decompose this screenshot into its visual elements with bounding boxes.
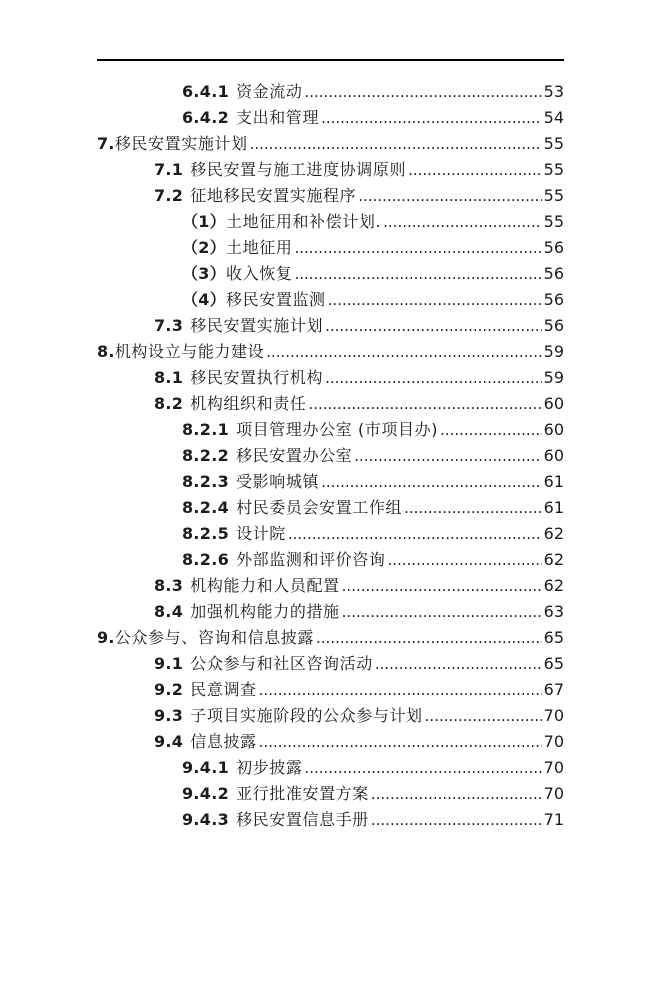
toc-entry-number: （2） bbox=[182, 238, 227, 257]
toc-entry-page: 55 bbox=[543, 186, 564, 205]
dot-leader bbox=[425, 703, 542, 729]
dot-leader bbox=[383, 209, 542, 235]
toc-entry[interactable] bbox=[97, 729, 564, 755]
toc-entry-number: 7.2 bbox=[154, 186, 184, 205]
toc-entry[interactable] bbox=[97, 521, 564, 547]
toc-entry-title: 机构设立与能力建设 bbox=[114, 342, 265, 361]
toc-entry-page: 56 bbox=[543, 316, 564, 335]
toc-entry-page: 63 bbox=[543, 602, 564, 621]
toc-entry[interactable] bbox=[97, 599, 564, 625]
toc-entry-title: 公众参与、咨询和信息披露 bbox=[114, 628, 315, 647]
toc-entry-page: 62 bbox=[543, 550, 564, 569]
toc-entry[interactable] bbox=[97, 261, 564, 287]
dot-leader bbox=[342, 573, 542, 599]
toc-entry-page: 56 bbox=[543, 290, 564, 309]
toc-entry-page: 65 bbox=[543, 654, 564, 673]
dot-leader bbox=[316, 625, 542, 651]
dot-leader bbox=[259, 677, 542, 703]
dot-leader bbox=[371, 807, 542, 833]
dot-leader bbox=[387, 547, 541, 573]
dot-leader bbox=[375, 651, 542, 677]
toc-entry[interactable] bbox=[97, 755, 564, 781]
dot-leader bbox=[325, 313, 542, 339]
toc-entry-page: 65 bbox=[543, 628, 564, 647]
toc-entry-title: 项目管理办公室 (市项目办) bbox=[236, 420, 439, 439]
table-of-contents bbox=[97, 79, 564, 833]
toc-entry-page: 56 bbox=[543, 238, 564, 257]
dot-leader bbox=[358, 183, 541, 209]
toc-entry[interactable] bbox=[97, 625, 564, 651]
toc-entry-title: 村民委员会安置工作组 bbox=[236, 498, 403, 517]
dot-leader bbox=[354, 443, 541, 469]
dot-leader bbox=[328, 287, 542, 313]
toc-entry-title: 机构组织和责任 bbox=[190, 394, 307, 413]
toc-entry-page: 59 bbox=[543, 368, 564, 387]
toc-entry-page: 55 bbox=[543, 212, 564, 231]
toc-entry-title: 移民安置执行机构 bbox=[190, 368, 324, 387]
toc-entry[interactable] bbox=[97, 573, 564, 599]
toc-entry-page: 60 bbox=[543, 446, 564, 465]
toc-entry-title: 外部监测和评价咨询 bbox=[236, 550, 386, 569]
toc-entry-title: 信息披露 bbox=[190, 732, 257, 751]
dot-leader bbox=[304, 79, 541, 105]
toc-entry-number: 8.4 bbox=[154, 602, 184, 621]
toc-entry-title: 机构能力和人员配置 bbox=[190, 576, 340, 595]
toc-entry[interactable] bbox=[97, 547, 564, 573]
toc-entry-page: 70 bbox=[543, 784, 564, 803]
toc-entry-page: 59 bbox=[543, 342, 564, 361]
dot-leader bbox=[321, 105, 542, 131]
toc-entry-page: 60 bbox=[543, 394, 564, 413]
dot-leader bbox=[371, 781, 542, 807]
toc-entry[interactable] bbox=[97, 781, 564, 807]
toc-entry-title: 移民安置信息手册 bbox=[236, 810, 369, 829]
toc-entry[interactable] bbox=[97, 651, 564, 677]
toc-entry[interactable] bbox=[97, 209, 564, 235]
toc-entry-title: 移民安置监测 bbox=[226, 290, 326, 309]
toc-entry-number: （3） bbox=[182, 264, 227, 283]
toc-entry-title: 公众参与和社区咨询活动 bbox=[190, 654, 373, 673]
toc-entry[interactable] bbox=[97, 495, 564, 521]
toc-entry-page: 70 bbox=[543, 706, 564, 725]
toc-entry-number: 7.1 bbox=[154, 160, 184, 179]
toc-entry-number: （1） bbox=[182, 212, 227, 231]
toc-entry-page: 70 bbox=[543, 758, 564, 777]
toc-entry-title: 移民安置实施计划 bbox=[190, 316, 324, 335]
toc-entry-page: 67 bbox=[543, 680, 564, 699]
dot-leader bbox=[294, 235, 541, 261]
toc-entry-title: 支出和管理 bbox=[236, 108, 320, 127]
toc-entry-number: 8.2.3 bbox=[182, 472, 230, 491]
dot-leader bbox=[250, 131, 542, 157]
toc-entry-page: 54 bbox=[543, 108, 564, 127]
dot-leader bbox=[294, 261, 541, 287]
toc-entry-number: 6.4.1 bbox=[182, 82, 230, 101]
dot-leader bbox=[259, 729, 542, 755]
toc-entry-number: 8.2.2 bbox=[182, 446, 230, 465]
toc-entry-page: 71 bbox=[543, 810, 564, 829]
toc-entry[interactable] bbox=[97, 703, 564, 729]
toc-entry-title: 移民安置办公室 bbox=[236, 446, 353, 465]
dot-leader bbox=[440, 417, 542, 443]
header-rule bbox=[97, 59, 564, 61]
toc-entry-title: 征地移民安置实施程序 bbox=[190, 186, 357, 205]
toc-entry-number: 9.4.2 bbox=[182, 784, 230, 803]
toc-entry[interactable] bbox=[97, 677, 564, 703]
toc-entry-number: 6.4.2 bbox=[182, 108, 230, 127]
toc-entry-page: 53 bbox=[543, 82, 564, 101]
toc-entry-number: 8.2.6 bbox=[182, 550, 230, 569]
toc-entry-title: 土地征用 bbox=[226, 238, 293, 257]
toc-entry-page: 60 bbox=[543, 420, 564, 439]
toc-entry[interactable] bbox=[97, 131, 564, 157]
toc-entry-page: 55 bbox=[543, 134, 564, 153]
toc-entry-number: 9.4.1 bbox=[182, 758, 230, 777]
toc-entry-page: 61 bbox=[543, 498, 564, 517]
toc-entry[interactable] bbox=[97, 417, 564, 443]
toc-entry-page: 70 bbox=[543, 732, 564, 751]
dot-leader bbox=[325, 365, 542, 391]
toc-entry-number: 9.1 bbox=[154, 654, 184, 673]
dot-leader bbox=[321, 469, 542, 495]
toc-entry-page: 61 bbox=[543, 472, 564, 491]
toc-entry[interactable] bbox=[97, 469, 564, 495]
dot-leader bbox=[266, 339, 541, 365]
dot-leader bbox=[342, 599, 542, 625]
toc-entry-number: 8. bbox=[97, 342, 115, 361]
toc-entry-number: 7.3 bbox=[154, 316, 184, 335]
toc-entry-title: 民意调查 bbox=[190, 680, 257, 699]
toc-entry[interactable] bbox=[97, 391, 564, 417]
dot-leader bbox=[308, 391, 541, 417]
toc-entry-number: 9.2 bbox=[154, 680, 184, 699]
toc-entry-number: 8.2.4 bbox=[182, 498, 230, 517]
toc-entry-number: 9.3 bbox=[154, 706, 184, 725]
toc-entry-title: 初步披露 bbox=[236, 758, 303, 777]
toc-entry-page: 62 bbox=[543, 576, 564, 595]
toc-entry[interactable] bbox=[97, 105, 564, 131]
toc-entry-number: 9. bbox=[97, 628, 115, 647]
toc-entry-number: 8.1 bbox=[154, 368, 184, 387]
toc-entry-number: 8.3 bbox=[154, 576, 184, 595]
toc-entry[interactable] bbox=[97, 235, 564, 261]
toc-entry-number: 9.4.3 bbox=[182, 810, 230, 829]
toc-entry-title: 资金流动 bbox=[236, 82, 303, 101]
toc-entry-number: 8.2.1 bbox=[182, 420, 230, 439]
toc-entry-number: 9.4 bbox=[154, 732, 184, 751]
document-page bbox=[0, 59, 662, 995]
toc-entry-number: 7. bbox=[97, 134, 115, 153]
toc-entry-title: 移民安置实施计划 bbox=[114, 134, 248, 153]
toc-entry-title: 设计院 bbox=[236, 524, 286, 543]
toc-entry[interactable] bbox=[97, 443, 564, 469]
dot-leader bbox=[288, 521, 542, 547]
toc-entry-title: 移民安置与施工进度协调原则 bbox=[190, 160, 407, 179]
toc-entry-page: 55 bbox=[543, 160, 564, 179]
toc-entry[interactable] bbox=[97, 313, 564, 339]
toc-entry-number: 8.2.5 bbox=[182, 524, 230, 543]
toc-entry-number: 8.2 bbox=[154, 394, 184, 413]
toc-entry-title: 亚行批准安置方案 bbox=[236, 784, 369, 803]
toc-entry-title: 受影响城镇 bbox=[236, 472, 320, 491]
toc-entry-page: 56 bbox=[543, 264, 564, 283]
dot-leader bbox=[304, 755, 541, 781]
dot-leader bbox=[404, 495, 542, 521]
toc-entry[interactable] bbox=[97, 79, 564, 105]
toc-entry[interactable] bbox=[97, 287, 564, 313]
toc-entry-number: （4） bbox=[182, 290, 227, 309]
toc-entry[interactable] bbox=[97, 157, 564, 183]
toc-entry[interactable] bbox=[97, 183, 564, 209]
toc-entry-page: 62 bbox=[543, 524, 564, 543]
toc-entry[interactable] bbox=[97, 365, 564, 391]
toc-entry-title: 土地征用和补偿计划. bbox=[226, 212, 382, 231]
toc-entry[interactable] bbox=[97, 339, 564, 365]
toc-entry-title: 子项目实施阶段的公众参与计划 bbox=[190, 706, 423, 725]
toc-entry-title: 加强机构能力的措施 bbox=[190, 602, 340, 621]
toc-entry[interactable] bbox=[97, 807, 564, 833]
toc-entry-title: 收入恢复 bbox=[226, 264, 293, 283]
dot-leader bbox=[408, 157, 542, 183]
